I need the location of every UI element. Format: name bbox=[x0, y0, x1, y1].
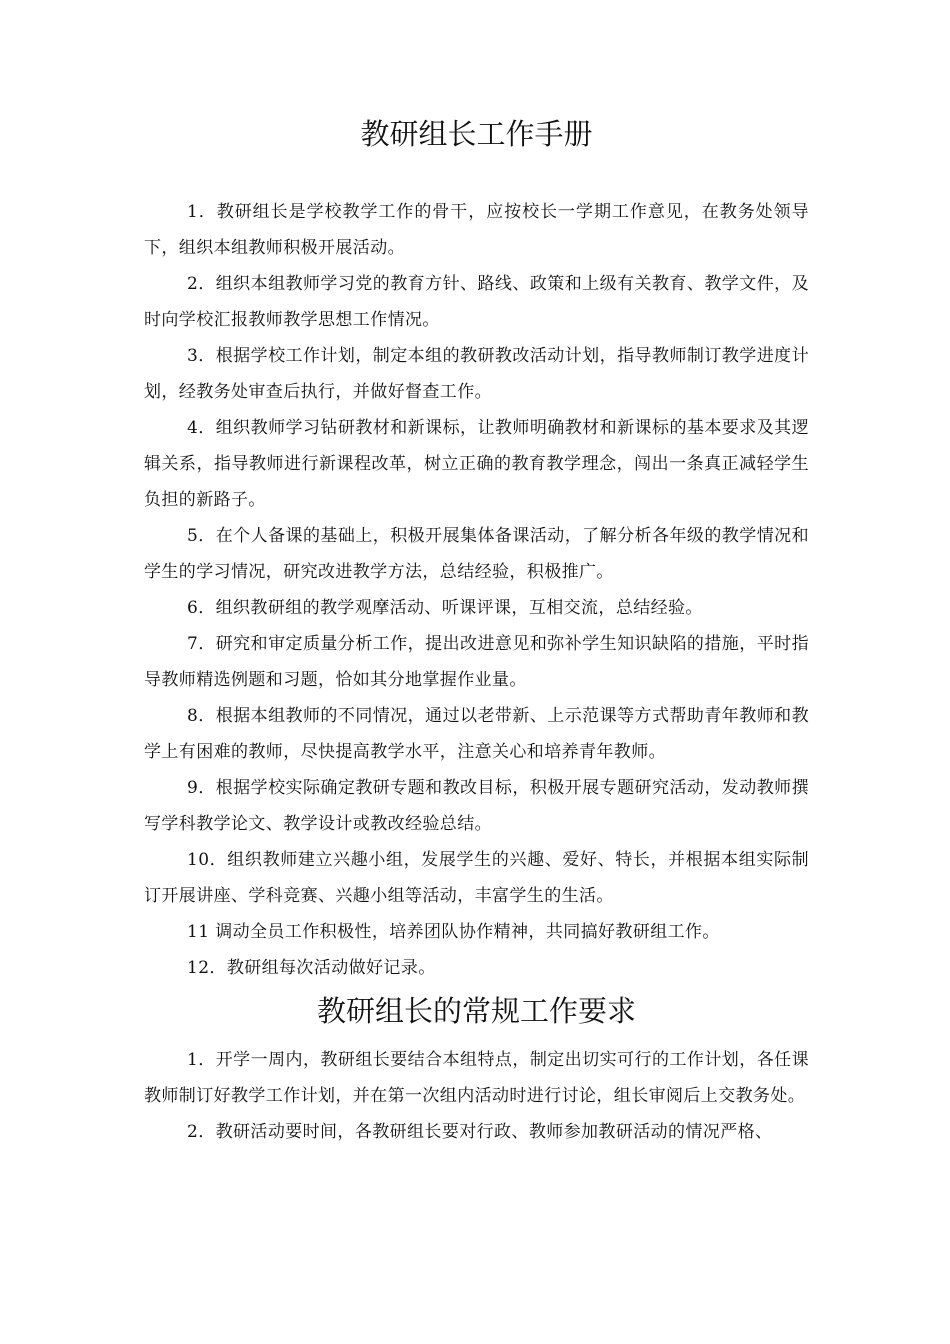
manual-item-4: 4．组织教师学习钻研教材和新课标，让教师明确教材和新课标的基本要求及其逻辑关系，指导教师进行新课程改革，树立正确的教育教学理念，闯出一条真正减轻学生负担的新路子。 bbox=[144, 418, 809, 510]
manual-item-11: 11 调动全员工作积极性，培养团队协作精神，共同搞好教研组工作。 bbox=[187, 922, 720, 942]
manual-item-8: 8．根据本组教师的不同情况，通过以老带新、上示范课等方式帮助青年教师和教学上有困难的教师，尽快提高教学水平，注意关心和培养青年教师。 bbox=[144, 706, 809, 762]
manual-item-3: 3．根据学校工作计划，制定本组的教研教改活动计划，指导教师制订教学进度计划，经教务处审查后执行，并做好督查工作。 bbox=[144, 346, 809, 402]
manual-section bbox=[144, 194, 809, 1150]
manual-title: 教研组长工作手册 bbox=[360, 117, 593, 151]
manual-item-5: 5．在个人备课的基础上，积极开展集体备课活动，了解分析各年级的教学情况和学生的学习情况，研究改进教学方法，总结经验，积极推广。 bbox=[144, 526, 809, 582]
manual-item-9: 9．根据学校实际确定教研专题和教改目标，积极开展专题研究活动，发动教师撰写学科教学论文、教学设计或教改经验总结。 bbox=[144, 778, 809, 834]
requirements-title: 教研组长的常规工作要求 bbox=[316, 994, 636, 1028]
manual-item-10: 10．组织教师建立兴趣小组，发展学生的兴趣、爱好、特长，并根据本组实际制订开展讲座、学科竞赛、兴趣小组等活动，丰富学生的生活。 bbox=[144, 850, 809, 906]
manual-item-12: 12．教研组每次活动做好记录。 bbox=[187, 958, 436, 978]
requirement-item-2: 2．教研活动要时间，各教研组长要对行政、教师参加教研活动的情况严格、 bbox=[187, 1122, 773, 1142]
manual-item-2: 2．组织本组教师学习党的教育方针、路线、政策和上级有关教育、教学文件，及时向学校汇报教师教学思想工作情况。 bbox=[144, 274, 809, 330]
requirement-item-1: 1．开学一周内，教研组长要结合本组特点，制定出切实可行的工作计划，各任课教师制订好教学工作计划，并在第一次组内活动时进行讨论，组长审阅后上交教务处。 bbox=[144, 1050, 809, 1106]
manual-item-6: 6．组织教研组的教学观摩活动、听课评课，互相交流，总结经验。 bbox=[187, 598, 703, 618]
requirements-section bbox=[144, 1042, 809, 1150]
manual-item-7: 7．研究和审定质量分析工作，提出改进意见和弥补学生知识缺陷的措施，平时指导教师精选例题和习题，恰如其分地掌握作业量。 bbox=[144, 634, 809, 690]
manual-item-1: 1．教研组长是学校教学工作的骨干，应按校长一学期工作意见，在教务处领导下，组织本组教师积极开展活动。 bbox=[144, 202, 809, 258]
